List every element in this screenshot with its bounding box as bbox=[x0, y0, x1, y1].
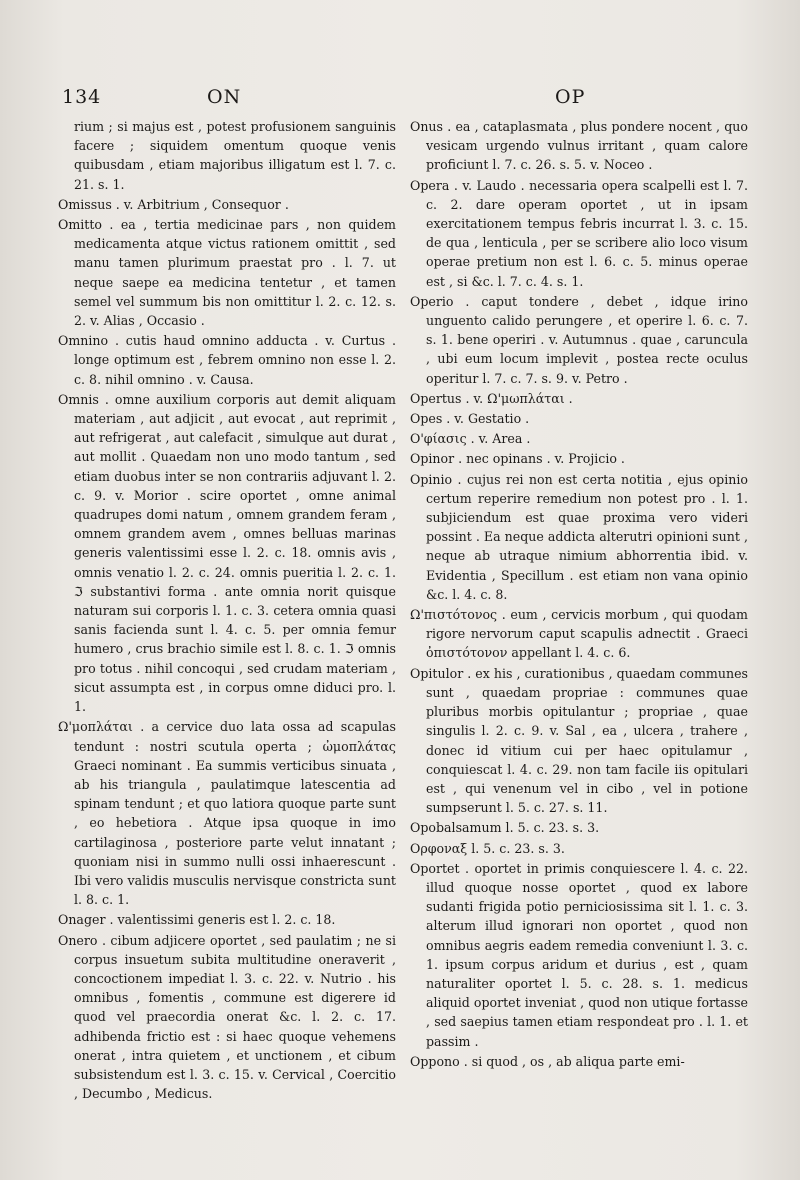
entry-omnino: Omnino . cutis haud omnino adducta . v. Curtus . longe optimum est , febrem omnino non esse l. 2. c. 8. nihil omnino . v. Causa. bbox=[58, 333, 396, 387]
entry-opinor: Opinor . nec opinans . v. Projicio . bbox=[410, 451, 625, 467]
entry-opitulor: Opitulor . ex his , curationibus , quaedam communes sunt , quaedam propriae : communes quae pluribus morbis opitulantur ; propriae , quae singulis l. 2. c. 9. v. Sal , ea , ulcera , trahere , donec id vitium cui per haec opitulamur , conquiescat l. 4. c. 29. non tam facile iis opitulari est , qui venenum vel in cibo , vel in potione sumpserunt l. 5. c. 27. s. 11. bbox=[410, 665, 748, 816]
entry-omitto: Omitto . ea , tertia medicinae pars , non quidem medicamenta atque victus rationem omittit , sed manu tamen plurimum praestat pro . l. 7. ut neque saepe ea medicina tentetur , et tamen semel vel summum bis non omittitur l. 2. c. 12. s. 2. v. Alias , Occasio . bbox=[58, 217, 396, 329]
entry-continuation: rium ; si majus est , potest profusionem sanguinis facere ; siquidem omentum quoque venis quibusdam , etiam majoribus illigatum est l. 7. c. 21. s. 1. bbox=[74, 119, 396, 192]
left-column bbox=[58, 117, 396, 1104]
page-number: 134 bbox=[62, 86, 102, 108]
entry-opobalsamum: Opobalsamum l. 5. c. 23. s. 3. bbox=[410, 820, 600, 836]
entry-opertus: Opertus . v. Ω'μωπλάται . bbox=[410, 390, 573, 406]
left-running-head: ON bbox=[207, 86, 242, 108]
entry-ophiasis: Ο'φίασις . v. Area . bbox=[410, 431, 531, 447]
entry-opes: Opes . v. Gestatio . bbox=[410, 411, 530, 427]
entry-omnis: Omnis . omne auxilium corporis aut demit aliquam materiam , aut adjicit , aut evocat , aut reprimit , aut refrigerat , aut calefacit , simulque aut durat , aut mollit . Quaedam non uno modo tantum , sed etiam duobus inter se non contrariis adjuvant l. 2. c. 9. v. Morior . scire oportet , omne animal quadrupes domi natum , omnem grandem feram , omnem grandem avem , omnes belluas marinas generis valentissimi esse l. 2. c. 18. omnis avis , omnis venatio l. 2. c. 24. omnis pueritia l. 2. c. 1. ℑ substantivi forma . ante omnia norit quisque naturam sui corporis l. 1. c. 3. cetera omnia quasi sanis facienda sunt l. 4. c. 5. per omnia femur humero , crus brachio simile est l. 8. c. 1. ℑ omnis pro totus . nihil concoqui , sed crudam materiam , sicut assumpta est , in corpus omne diduci pro. l. 1. bbox=[58, 391, 396, 715]
entry-opera: Opera . v. Laudo . necessaria opera scalpelli est l. 7. c. 2. dare operam oportet , ut in ipsam exercitationem tempus febris incurrat l. 3. c. 15. de qua , lenticula , per se scribere alio loco visum operae pretium non est l. 6. c. 5. minus operae est , si &c. l. 7. c. 4. s. 1. bbox=[410, 177, 748, 289]
entry-omoplatai: Ω'μοπλάται . a cervice duo lata ossa ad scapulas tendunt : nostri scutula operta ; ὠμοπλάτας Graeci nominant . Ea summis verticibus sinuata , ab his triangula , paulatimque latescentia ad spinam tendunt ; et quo latiora quoque parte sunt , eo hebetiora . Atque ipsa quoque in imo cartilaginosa , posteriore parte velut innatant ; quoniam nisi in summo nulli ossi inhaerescunt . Ibi vero validis musculis nervisque constricta sunt l. 8. c. 1. bbox=[58, 719, 396, 908]
running-header bbox=[0, 86, 800, 116]
entry-onero: Onero . cibum adjicere oportet , sed paulatim ; ne si corpus insuetum subita multitudine oneraverit , concoctionem impediat l. 3. c. 22. v. Nutrio . his omnibus , fomentis , commune est digerere id quod vel praecordia onerat &c. l. 2. c. 17. adhibenda frictio est : si haec quoque vehemens onerat , intra quietem , et unctionem , et cibum subsistendum est l. 3. c. 15. v. Cervical , Coercitio , Decumbo , Medicus. bbox=[58, 932, 396, 1102]
entry-onus: Onus . ea , cataplasmata , plus pondere nocent , quo vesicam urgendo vulnus irritant , quam calore proficiunt l. 7. c. 26. s. 5. v. Noceo . bbox=[410, 119, 748, 173]
entry-opisthotonos: Ω'πιστότονος . eum , cervicis morbum , qui quodam rigore nervorum caput scapulis adnectit . Graeci ὀπιστότονον appellant l. 4. c. 6. bbox=[410, 607, 748, 661]
entry-omissus: Omissus . v. Arbitrium , Consequor . bbox=[58, 196, 289, 212]
entry-operio: Operio . caput tondere , debet , idque irino unguento calido perungere , et operire l. 6. c. 7. s. 1. bene operiri . v. Autumnus . quae , caruncula , ubi eum locum implevit , postea recte oculus operitur l. 7. c. 7. s. 9. v. Petro . bbox=[410, 293, 748, 386]
right-column bbox=[410, 117, 748, 1072]
entry-onager: Onager . valentissimi generis est l. 2. c. 18. bbox=[58, 912, 336, 928]
entry-orphonax: Ορφοναξ l. 5. c. 23. s. 3. bbox=[410, 840, 565, 856]
entry-opinio: Opinio . cujus rei non est certa notitia , ejus opinio certum reperire remedium non potest pro . l. 1. subjiciendum est quae proxima vero videri possint . Ea neque addicta alterutri opinioni sunt , neque ab utraque nimium abhorrentia ibid. v. Evidentia , Specillum . est etiam non vana opinio &c. l. 4. c. 8. bbox=[410, 471, 748, 602]
entry-oppono: Oppono . si quod , os , ab aliqua parte emi- bbox=[410, 1053, 685, 1069]
right-running-head: OP bbox=[555, 86, 586, 108]
entry-oportet: Oportet . oportet in primis conquiescere l. 4. c. 22. illud quoque nosse oportet , quod ex labore sudanti frigida potio perniciosissima sit l. 1. c. 3. alterum illud ignorari non oportet , quod non omnibus aegris eadem remedia conveniunt l. 3. c. 1. ipsum corpus aridum et durius , est , quam naturaliter oportet l. 5. c. 28. s. 1. medicus aliquid oportet inveniat , quod non utique fortasse , sed saepius tamen etiam respondeat pro . l. 1. et passim . bbox=[410, 860, 748, 1049]
